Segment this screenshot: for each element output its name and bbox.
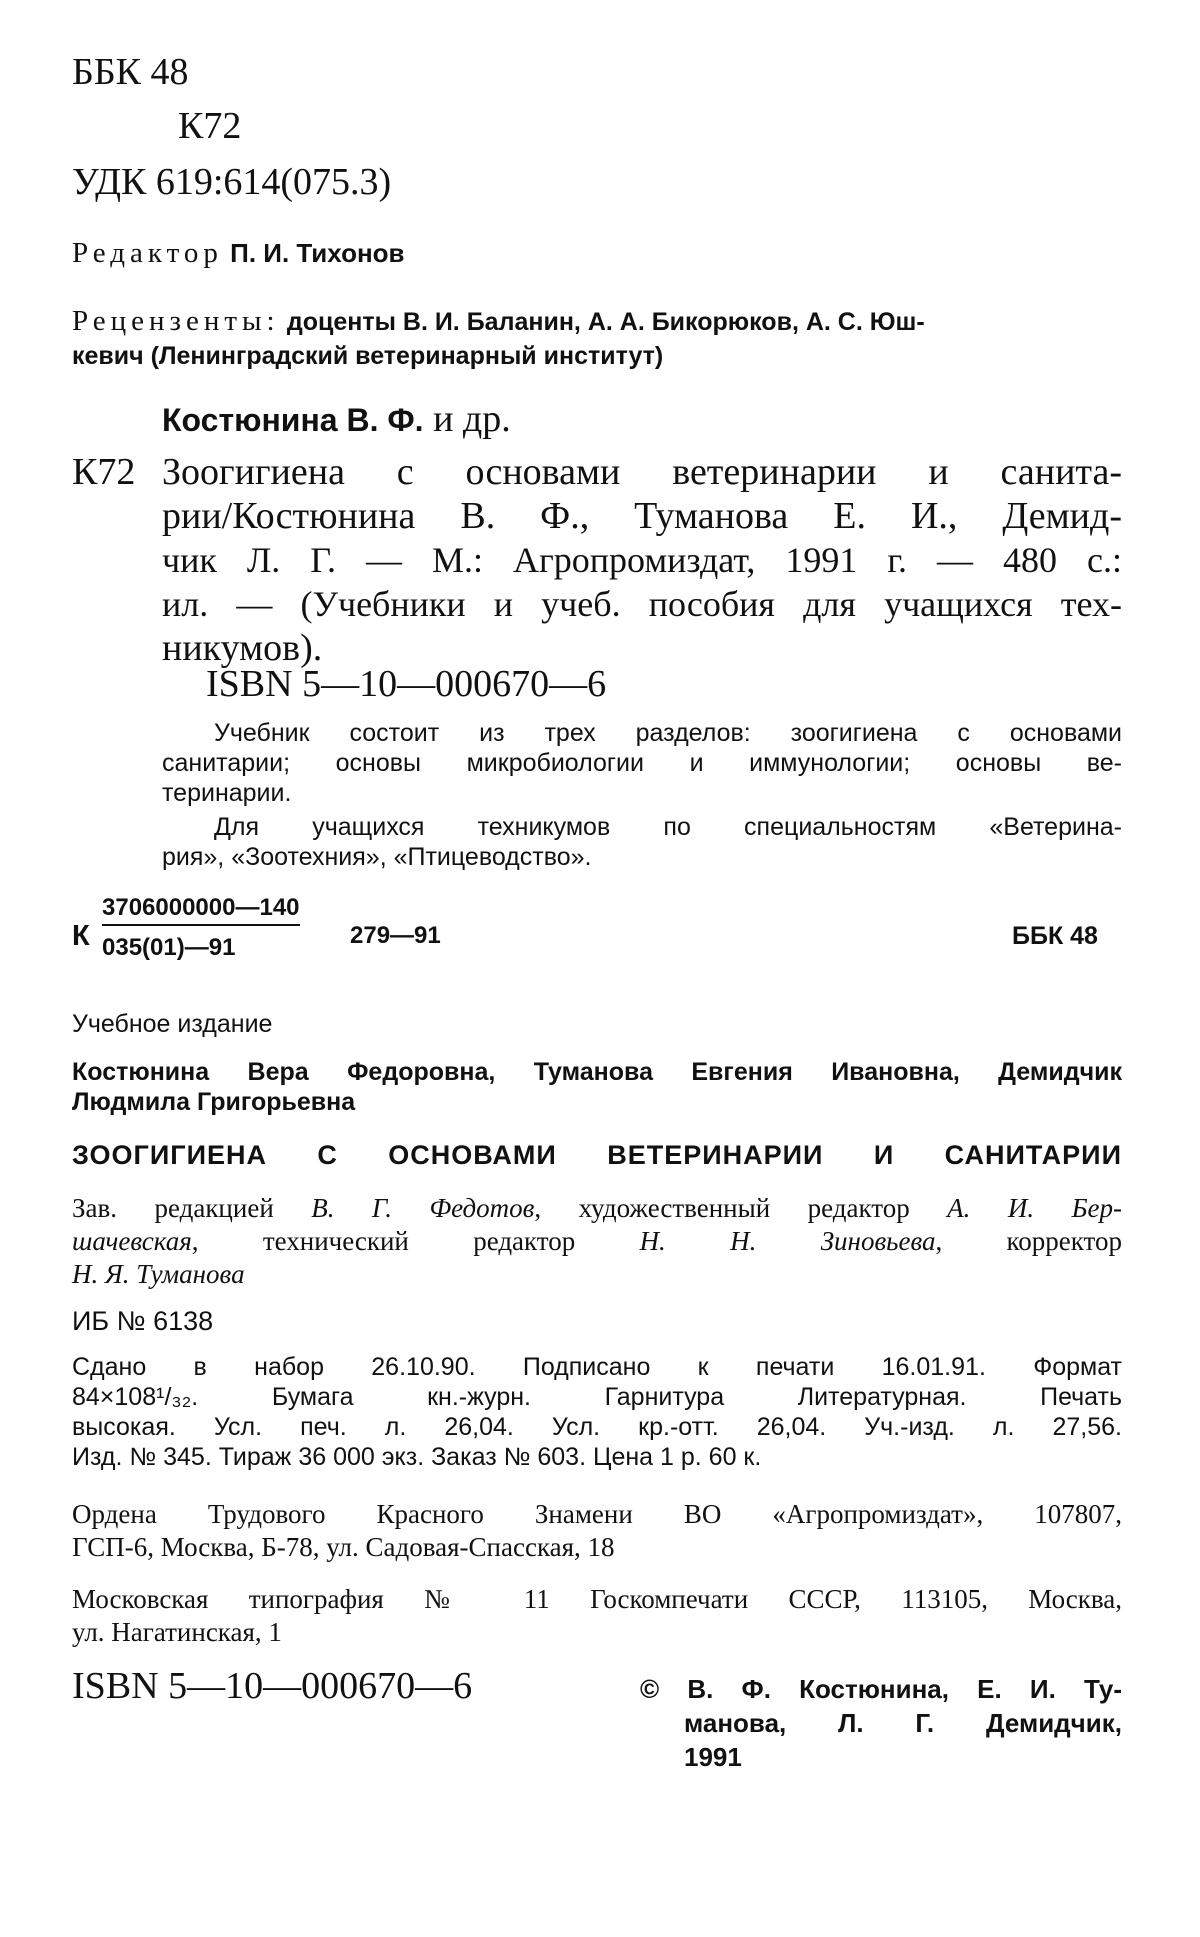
copyright: © В. Ф. Костюнина, Е. И. Ту- манова, Л. Г. Демидчик, 1991	[640, 1674, 1122, 1772]
reviewers	[72, 305, 1122, 371]
code-fraction	[102, 894, 300, 962]
editor-name: П. И. Тихонов	[230, 238, 405, 268]
bbk-code: ББК 48	[72, 51, 189, 93]
edition-staff	[72, 1192, 1122, 1291]
edition-authors: Костюнина Вера Федоровна, Туманова Евгения Ивановна, Демидчик Людмила Григорьевна	[72, 1058, 1122, 1116]
catalog-k-code: К72	[72, 451, 136, 493]
reviewers-line-1: Рецензенты: доценты В. И. Баланин, А. А. Бикорюков, А. С. Юш-	[72, 305, 925, 337]
staff-line-3: Н. Я. Туманова	[72, 1259, 245, 1289]
ib-number: ИБ № 6138	[72, 1306, 214, 1336]
k-code: К72	[178, 105, 242, 147]
staff-line-2: шачевская, технический редактор Н. Н. Зиновьева, корректор	[72, 1226, 1122, 1256]
staff-line-1: Зав. редакцией В. Г. Федотов, художественный редактор А. И. Бер-	[72, 1193, 1122, 1223]
code-bbk: ББК 48	[1012, 922, 1098, 950]
catalog-audience: Для учащихся техникумов по специальностям «Ветерина- рия», «Зоотехния», «Птицеводство».	[162, 813, 1122, 871]
book-title: ЗООГИГИЕНА С ОСНОВАМИ ВЕТЕРИНАРИИ И САНИТАРИИ	[72, 1140, 1122, 1170]
editor-line	[72, 237, 405, 270]
reviewers-label: Рецензенты:	[72, 305, 280, 337]
catalog-isbn: ISBN 5—10—000670—6	[206, 663, 607, 705]
edition-type: Учебное издание	[72, 1010, 273, 1038]
code-numerator: 3706000000—140	[102, 894, 300, 926]
printer-info: Московская типография № 11 Госкомпечати СССР, 113105, Москва, ул. Нагатинская, 1	[72, 1584, 1122, 1647]
code-denominator: 035(01)—91	[102, 934, 236, 961]
publisher-info: Ордена Трудового Красного Знамени ВО «Агропромиздат», 107807, ГСП-6, Москва, Б-78, ул. Садовая-Спасская, 18	[72, 1499, 1122, 1562]
code-k: К	[72, 920, 90, 952]
code-suffix: 279—91	[350, 922, 441, 949]
reviewers-line-2: кевич (Ленинградский ветеринарный институт)	[72, 342, 664, 370]
catalog-description: Зоогигиена с основами ветеринарии и санита- рии/Костюнина В. Ф., Туманова Е. И., Демид- чик Л. Г. — М.: Агропромиздат, 1991 г. — 480 с.: ил. — (Учебники и учеб. пособия для учащихся тех- никумов).	[162, 451, 1122, 669]
catalog-authors: Костюнина В. Ф. и др.	[162, 398, 511, 440]
edition-isbn: ISBN 5—10—000670—6	[72, 1665, 473, 1707]
catalog-annotation: Учебник состоит из трех разделов: зоогигиена с основами санитарии; основы микробиологии и иммунологии; основы ве- теринарии.	[162, 719, 1122, 807]
editor-label: Редактор	[72, 237, 223, 269]
print-details: Сдано в набор 26.10.90. Подписано к печати 16.01.91. Формат 84×108¹/₃₂. Бумага кн.-журн. Гарнитура Литературная. Печать высокая. Усл. печ. л. 26,04. Усл. кр.-отт. 26,04. Уч.-изд. л. 27,56. Изд. № 345. Тираж 36 000 экз. Заказ № 603. Цена 1 р. 60 к.	[72, 1353, 1122, 1471]
udk-code: УДК 619:614(075.3)	[72, 161, 392, 203]
